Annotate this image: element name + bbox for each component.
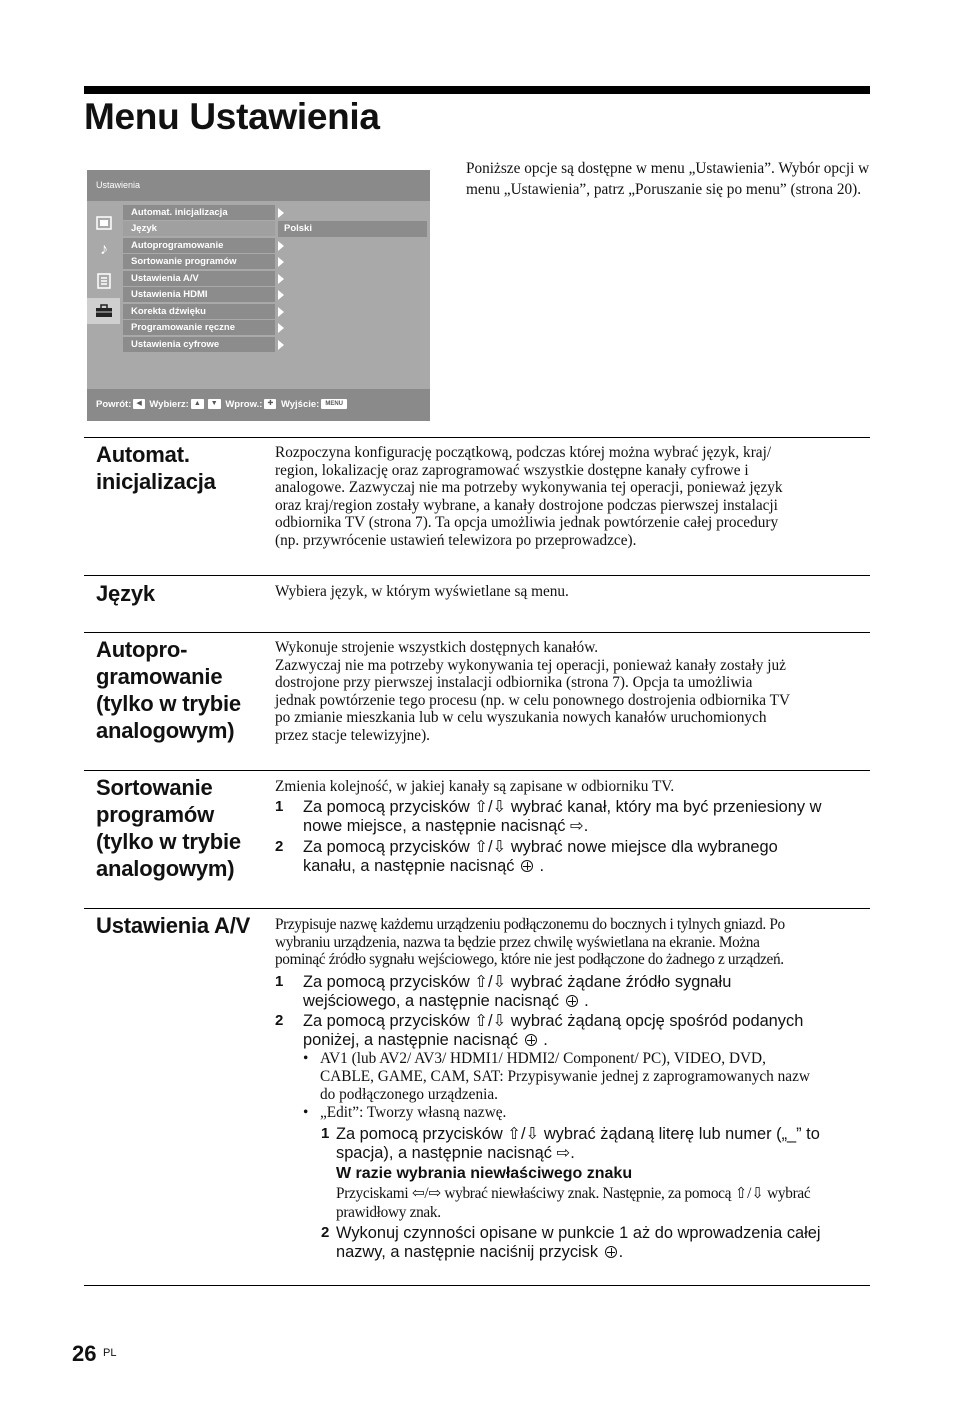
step-number: 1 (275, 798, 284, 815)
title-line: gramowanie (96, 664, 223, 689)
back-arrow-icon: ◀ (133, 399, 144, 409)
enter-icon: ✚ (264, 399, 276, 409)
chevron-right-icon (278, 340, 284, 350)
section-title-autoprog (96, 636, 268, 744)
intro-text: Poniższe opcje są dostępne w menu „Ustawienia”. Wybór opcji w menu „Ustawienia”, patrz „Poruszanie się po menu” (strona 20). (466, 160, 870, 198)
chevron-right-icon (278, 257, 284, 267)
bullet-line: CABLE, GAME, CAM, SAT: Przypisywanie jednej z zaprogramowanych nazw (320, 1068, 810, 1085)
step-end: . (584, 991, 589, 1010)
enter-button-icon (566, 995, 578, 1007)
av-bullet-2 (303, 1104, 873, 1122)
desc-line: Zazwyczaj nie ma potrzeby wykonywania tej operacji, ponieważ kanały zostały już (275, 656, 786, 674)
desc-line: pominąć źródło sygnału wejściowego, które nie jest podłączone do żadnego z urządzeń. (275, 951, 784, 968)
page-number: 26 (72, 1341, 97, 1366)
tv-menu-item: Korekta dźwięku (123, 304, 275, 319)
sorting-step-1 (275, 798, 872, 835)
step-line: Za pomocą przycisków ⇧/⇩ wybrać żądaną opcję spośród podanych (303, 1012, 804, 1030)
tv-menu-selected-value: Polski (278, 221, 427, 237)
desc-line: Wykonuje strojenie wszystkich dostępnych kanałów. (275, 639, 599, 656)
tv-menu-footer (87, 389, 430, 421)
note-text (336, 1185, 873, 1222)
note-line: prawidłowy znak. (336, 1203, 441, 1221)
av-edit-step-1 (321, 1125, 873, 1162)
tv-menu-item: Sortowanie programów (123, 254, 275, 269)
step-line: poniżej, a następnie nacisnąć (303, 1030, 519, 1049)
desc-line: po zmianie mieszkania lub w celu wyszukania nowych kanałów uruchomionych (275, 709, 767, 726)
step-line: Za pomocą przycisków ⇧/⇩ wybrać żądaną literę lub numer („_” to (336, 1125, 820, 1143)
av-step-1 (275, 973, 872, 1010)
step-end: . (539, 856, 545, 875)
picture-icon (91, 210, 117, 236)
desc-line: oraz kraj/region zostały wybrane, a kanały dostrojone podczas pierwszej instalacji (275, 496, 778, 514)
desc-line: analogowe. Zazwyczaj nie ma potrzeby wykonywania tej operacji, ponieważ język (275, 479, 783, 496)
list-icon (91, 268, 117, 294)
av-edit-step-2 (321, 1224, 873, 1261)
title-line: (tylko w trybie (96, 829, 241, 854)
page-language: PL (103, 1347, 117, 1359)
title-line: Autopro- (96, 637, 188, 662)
desc-line: Przypisuje nazwę każdemu urządzeniu podłączonemu do bocznych i tylnych gniazd. Po (275, 916, 785, 933)
section-divider (84, 632, 870, 633)
chevron-right-icon (278, 241, 284, 251)
desc-line: odbiornika TV (strona 7). Ta opcja umożliwia jednak powtórzenie całej procedury (275, 514, 779, 531)
enter-button-icon (521, 860, 533, 872)
chevron-right-icon (278, 274, 284, 284)
av-step-2 (275, 1012, 872, 1049)
down-arrow-icon: ▼ (208, 399, 221, 409)
section-title-sorting (96, 774, 268, 882)
bullet-line: AV1 (lub AV2/ AV3/ HDMI1/ HDMI2/ Component/ PC), VIDEO, DVD, (320, 1050, 766, 1067)
section-title-auto-init (96, 441, 268, 495)
note-title: W razie wybrania niewłaściwego znaku (336, 1165, 633, 1182)
desc-line: jednak powtórzenie tego procesu (np. w celu ponownego dostrojenia odbiornika TV (275, 691, 790, 709)
bullet-line: do podłączonego urządzenia. (320, 1086, 498, 1103)
chevron-right-icon (278, 290, 284, 300)
title-line: inicjalizacja (96, 469, 216, 494)
tv-menu-item: Język (123, 221, 275, 236)
step-line: Wykonuj czynności opisane w punkcie 1 aż do wprowadzenia całej (336, 1224, 821, 1242)
title-line: programów (96, 802, 214, 827)
step-line: spacja), a następnie nacisnąć ⇨. (336, 1143, 575, 1162)
tv-menu-item: Ustawienia A/V (123, 271, 275, 286)
chevron-right-icon (278, 208, 284, 218)
tv-menu-item: Ustawienia cyfrowe (123, 337, 275, 352)
desc-line: przez stacje telewizyjne). (275, 726, 431, 744)
desc-line: region, lokalizację oraz zaprogramować wszystkie dostępne kanały cyfrowe i (275, 461, 749, 479)
step-line: Za pomocą przycisków ⇧/⇩ wybrać nowe miejsce dla wybranego (303, 838, 778, 856)
tv-menu-item: Autoprogramowanie (123, 238, 275, 253)
step-line: Za pomocą przycisków ⇧/⇩ wybrać kanał, który ma być przeniesiony w (303, 798, 822, 816)
chevron-right-icon (278, 323, 284, 333)
step-end: . (543, 1030, 548, 1049)
section-desc-av (275, 916, 872, 969)
section-title-language: Język (96, 581, 155, 606)
title-line: (tylko w trybie (96, 691, 241, 716)
step-number: 1 (321, 1125, 330, 1142)
sorting-step-2 (275, 838, 872, 875)
desc-line: wybraniu urządzenia, nazwa ta będzie przez chwilę wyświetlana na ekranie. Można (275, 933, 760, 951)
step-number: 2 (275, 838, 284, 855)
title-line: analogowym) (96, 856, 235, 881)
section-divider (84, 575, 870, 576)
section-divider (84, 1285, 870, 1286)
note-line: Przyciskami ⇦/⇨ wybrać niewłaściwy znak. Następnie, za pomocą ⇧/⇩ wybrać (336, 1185, 811, 1202)
section-desc-sorting: Zmienia kolejność, w jakiej kanały są zapisane w odbiorniku TV. (275, 778, 675, 795)
footer-back-label: Powrót: (96, 399, 132, 410)
step-line: nazwy, a następnie naciśnij przycisk (336, 1242, 599, 1261)
footer-select-label: Wybierz: (149, 399, 189, 410)
bullet-line: „Edit”: Tworzy własną nazwę. (320, 1104, 507, 1121)
section-divider (84, 770, 870, 771)
desc-line: Rozpoczyna konfigurację początkową, podczas której można wybrać język, kraj/ (275, 444, 772, 461)
step-number: 1 (275, 973, 284, 990)
chevron-right-icon (278, 307, 284, 317)
step-end: . (618, 1242, 624, 1261)
up-arrow-icon: ▲ (191, 399, 204, 409)
section-divider (84, 437, 870, 438)
page-title: Menu Ustawienia (84, 96, 380, 137)
bullet-dot: • (303, 1050, 309, 1067)
section-desc-auto-init (275, 444, 872, 549)
section-desc-autoprog (275, 639, 872, 744)
enter-button-icon (605, 1246, 617, 1258)
step-number: 2 (275, 1012, 284, 1029)
title-line: analogowym) (96, 718, 235, 743)
tv-menu-item: Programowanie ręczne (123, 320, 275, 335)
title-line: Automat. (96, 442, 190, 467)
footer-exit-label: Wyjście: (280, 399, 320, 410)
tv-menu-title: Ustawienia (96, 180, 141, 190)
footer-enter-label: Wprow.: (225, 399, 263, 410)
step-line: wejściowego, a następnie nacisnąć (303, 991, 560, 1010)
tv-menu-title-bar (87, 170, 430, 201)
tv-menu-screenshot (87, 170, 430, 421)
music-note-icon: ♪ (100, 241, 108, 258)
section-desc-language: Wybiera język, w którym wyświetlane są menu. (275, 583, 569, 600)
section-title-av: Ustawienia A/V (96, 913, 251, 938)
bullet-dot: • (303, 1104, 309, 1121)
step-line: Za pomocą przycisków ⇧/⇩ wybrać żądane źródło sygnału (303, 973, 732, 991)
menu-key: MENU (321, 399, 347, 409)
tv-menu-item: Automat. inicjalizacja (123, 205, 275, 220)
step-number: 2 (321, 1224, 330, 1241)
desc-line: dostrojone przy pierwszej instalacji odbiornika (strona 7). Opcja ta umożliwia (275, 674, 753, 691)
desc-line: (np. przywrócenie ustawień telewizora po przeprowadzce). (275, 531, 637, 549)
enter-button-icon (525, 1034, 537, 1046)
toolbox-icon (87, 298, 120, 324)
step-line: nowe miejsce, a następnie nacisnąć ⇨. (303, 816, 589, 835)
title-line: Sortowanie (96, 775, 213, 800)
av-bullet-1 (303, 1050, 873, 1104)
top-rule (84, 86, 870, 94)
section-divider (84, 908, 870, 909)
tv-menu-item: Ustawienia HDMI (123, 287, 275, 302)
step-line: kanału, a następnie nacisnąć (303, 856, 515, 875)
